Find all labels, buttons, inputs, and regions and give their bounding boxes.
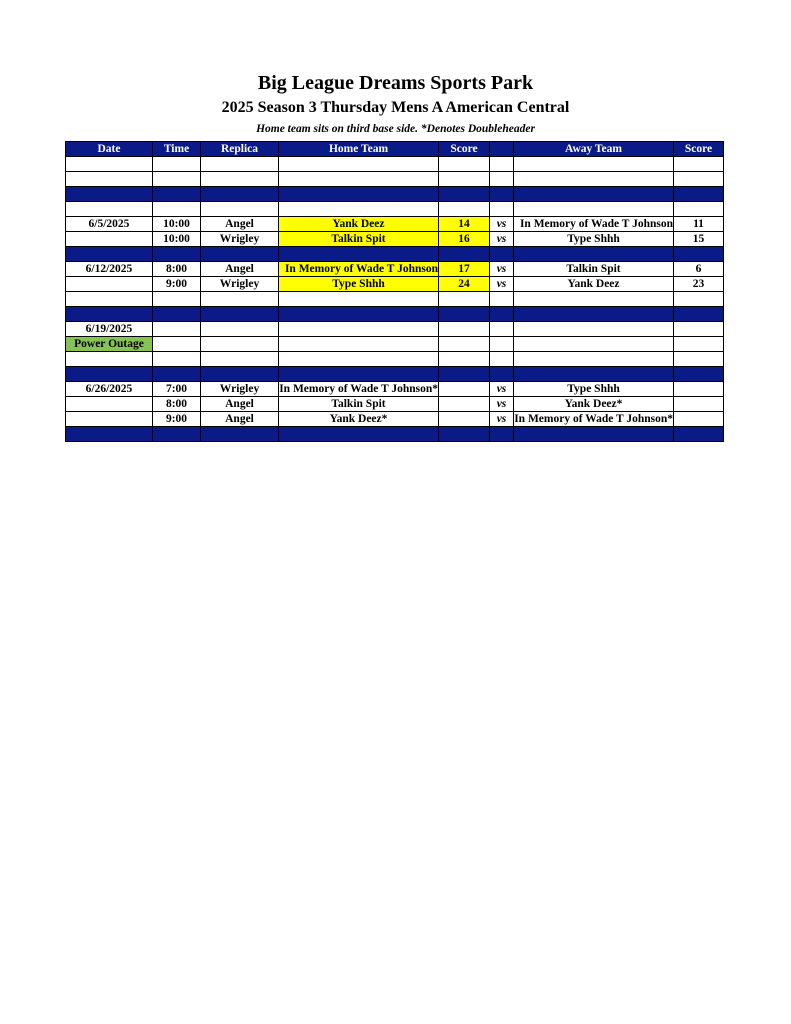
vs-label: vs [490, 262, 514, 277]
game-row [66, 322, 724, 337]
home-score [439, 382, 490, 397]
vs-label: vs [490, 277, 514, 292]
vs-label: vs [490, 232, 514, 247]
col-header-replica: Replica [201, 142, 279, 157]
away-team: In Memory of Wade T Johnson* [514, 413, 673, 425]
empty-row [66, 157, 724, 172]
away-score: 23 [674, 277, 724, 292]
col-header-home-team: Home Team [279, 142, 439, 157]
home-team: Yank Deez* [279, 412, 439, 427]
game-time: 8:00 [153, 397, 201, 412]
status-row [66, 337, 724, 352]
away-score [674, 382, 724, 397]
away-team: Yank Deez [514, 277, 674, 292]
away-team: In Memory of Wade T Johnson [519, 218, 673, 230]
game-field: Angel [201, 397, 279, 412]
away-team: Talkin Spit [514, 262, 674, 277]
home-team: Yank Deez [279, 217, 439, 232]
col-header-time: Time [153, 142, 201, 157]
away-score: 11 [674, 217, 724, 232]
col-header-home-score: Score [439, 142, 490, 157]
schedule-table [65, 141, 724, 442]
game-row [66, 232, 724, 247]
game-field: Wrigley [201, 382, 279, 397]
home-team-cell [279, 262, 439, 277]
page-title: Big League Dreams Sports Park [257, 72, 534, 94]
game-date [66, 232, 153, 247]
vs-label: vs [490, 217, 514, 232]
vs-label: vs [490, 382, 514, 397]
game-time: 10:00 [153, 232, 201, 247]
game-time: 9:00 [153, 412, 201, 427]
schedule-note: Home team sits on third base side. *Denotes Doubleheader [256, 123, 535, 135]
game-date [66, 397, 153, 412]
away-team-cell [514, 412, 674, 427]
home-score: 24 [439, 277, 490, 292]
separator-row [66, 247, 724, 262]
game-field: Angel [201, 412, 279, 427]
game-date [66, 277, 153, 292]
home-score [439, 397, 490, 412]
home-score: 14 [439, 217, 490, 232]
game-time: 7:00 [153, 382, 201, 397]
home-score [439, 412, 490, 427]
away-team: Type Shhh [514, 232, 674, 247]
home-team: Talkin Spit [279, 232, 439, 247]
table-header-row [66, 142, 724, 157]
away-team-cell [514, 217, 674, 232]
empty-row [66, 172, 724, 187]
col-header-date: Date [66, 142, 153, 157]
col-header-away-team: Away Team [514, 142, 674, 157]
away-score: 6 [674, 262, 724, 277]
game-time: 10:00 [153, 217, 201, 232]
col-header-vs [490, 142, 514, 157]
game-time: 9:00 [153, 277, 201, 292]
separator-row [66, 367, 724, 382]
separator-row [66, 187, 724, 202]
home-team: Type Shhh [279, 277, 439, 292]
empty-row [66, 202, 724, 217]
game-date: 6/5/2025 [66, 217, 153, 232]
vs-label: vs [490, 397, 514, 412]
game-row [66, 382, 724, 397]
vs-label: vs [490, 412, 514, 427]
game-field: Wrigley [201, 277, 279, 292]
col-header-away-score: Score [674, 142, 724, 157]
away-score: 15 [674, 232, 724, 247]
away-score [674, 397, 724, 412]
home-team: Talkin Spit [279, 397, 439, 412]
away-team: Yank Deez* [514, 397, 674, 412]
empty-row [66, 292, 724, 307]
home-team: In Memory of Wade T Johnson* [279, 383, 438, 395]
home-team-cell [279, 382, 439, 397]
game-time: 8:00 [153, 262, 201, 277]
away-score [674, 412, 724, 427]
separator-row [66, 307, 724, 322]
game-row [66, 412, 724, 427]
away-team: Type Shhh [514, 382, 674, 397]
status-badge: Power Outage [66, 337, 153, 352]
game-field: Wrigley [201, 232, 279, 247]
game-date: 6/19/2025 [66, 322, 153, 337]
home-score: 17 [439, 262, 490, 277]
home-team: In Memory of Wade T Johnson [284, 263, 438, 275]
game-date: 6/12/2025 [66, 262, 153, 277]
game-field: Angel [201, 262, 279, 277]
game-row [66, 262, 724, 277]
home-score: 16 [439, 232, 490, 247]
game-date: 6/26/2025 [66, 382, 153, 397]
game-date [66, 412, 153, 427]
game-row [66, 277, 724, 292]
game-row [66, 217, 724, 232]
empty-row [66, 352, 724, 367]
separator-row [66, 427, 724, 442]
schedule-subtitle: 2025 Season 3 Thursday Mens A American Central [221, 99, 570, 116]
game-field: Angel [201, 217, 279, 232]
game-row [66, 397, 724, 412]
